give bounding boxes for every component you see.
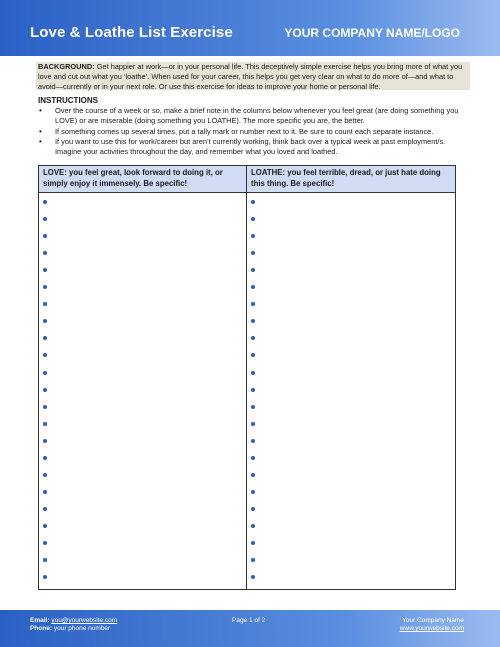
background-label: BACKGROUND: xyxy=(38,62,95,71)
bullet-point-icon xyxy=(251,200,255,204)
instructions-list xyxy=(38,106,468,158)
background-section xyxy=(36,62,470,90)
bullet-point-icon xyxy=(251,217,255,221)
bullet-point-icon xyxy=(251,558,255,562)
bullet-point-icon xyxy=(251,234,255,238)
bullet-point-icon xyxy=(43,541,47,545)
bullet-point-icon xyxy=(43,353,47,357)
bullet-point-icon xyxy=(251,541,255,545)
bullet-point-icon xyxy=(43,234,47,238)
bullet-point-icon xyxy=(251,319,255,323)
bullet-point-icon xyxy=(43,251,47,255)
bullet-icon: • xyxy=(39,137,42,147)
bullet-point-icon xyxy=(251,302,255,306)
instructions-heading: INSTRUCTIONS xyxy=(38,96,98,105)
page-header xyxy=(0,0,500,56)
bullet-point-icon xyxy=(251,524,255,528)
instruction-text: If something comes up several times, put a tally mark or number next to it. Be sure to count each separate instance. xyxy=(55,126,434,136)
bullet-point-icon xyxy=(251,371,255,375)
bullet-point-icon xyxy=(43,490,47,494)
loathe-column-header: LOATHE: you feel terrible, dread, or just hate doing this thing. Be specific! xyxy=(247,166,455,193)
bullet-point-icon xyxy=(251,388,255,392)
bullet-point-icon xyxy=(251,490,255,494)
bullet-point-icon xyxy=(43,507,47,511)
bullet-point-icon xyxy=(43,200,47,204)
bullet-point-icon xyxy=(251,473,255,477)
bullet-point-icon xyxy=(43,456,47,460)
instruction-item xyxy=(38,127,468,137)
bullet-point-icon xyxy=(43,302,47,306)
bullet-point-icon xyxy=(251,405,255,409)
love-loathe-table xyxy=(38,165,456,590)
footer-company xyxy=(400,617,464,633)
bullet-icon: • xyxy=(39,126,42,136)
bullet-point-icon xyxy=(43,268,47,272)
bullet-point-icon xyxy=(251,268,255,272)
bullet-point-icon xyxy=(251,456,255,460)
bullet-point-icon xyxy=(251,439,255,443)
bullet-point-icon xyxy=(43,439,47,443)
company-name: Your Company Name xyxy=(402,617,464,624)
bullet-icon: • xyxy=(39,106,42,115)
background-text: Get happier at work—or in your personal life. This deceptively simple exercise helps you bring more of what you love and cut out what you ‘loathe’. When used for your career, this helps you get very clear on what to do more of—and what to avoid—currently or in your next role. Or use this exercise for ideas to improve your home or personal life. xyxy=(38,62,463,91)
email-label: Email: xyxy=(30,617,50,624)
bullet-point-icon xyxy=(43,319,47,323)
bullet-point-icon xyxy=(251,353,255,357)
page-number: Page 1 of 2 xyxy=(232,617,266,624)
bullet-point-icon xyxy=(251,285,255,289)
love-column-header: LOVE: you feel great, look forward to doing it, or simply enjoy it immensely. Be specific! xyxy=(39,166,246,193)
email-link[interactable]: you@yourwebsite.com xyxy=(51,617,118,624)
bullet-point-icon xyxy=(43,558,47,562)
page-footer xyxy=(0,610,500,647)
bullet-point-icon xyxy=(43,422,47,426)
footer-contact xyxy=(30,617,117,633)
bullet-point-icon xyxy=(43,405,47,409)
love-column[interactable] xyxy=(39,166,247,589)
instruction-item xyxy=(38,106,468,126)
bullet-point-icon xyxy=(43,371,47,375)
bullet-point-icon xyxy=(251,422,255,426)
bullet-point-icon xyxy=(43,388,47,392)
bullet-point-icon xyxy=(251,251,255,255)
bullet-point-icon xyxy=(43,285,47,289)
document-title: Love & Loathe List Exercise xyxy=(30,24,233,41)
bullet-point-icon xyxy=(43,217,47,221)
instruction-text: Over the course of a week or so, make a brief note in the columns below whenever you feel great (are doing something you LOVE) or are miserable (doing something you LOATHE). The more specific you are, the better. xyxy=(55,106,459,125)
bullet-point-icon xyxy=(251,336,255,340)
bullet-point-icon xyxy=(43,336,47,340)
instruction-text: If you want to use this for work/career but aren’t currently working, think back over a typical week at past employment/s. Imagine your activities throughout the day, and remember what you loved and loathed. xyxy=(55,137,446,157)
website-link[interactable]: www.yourwebsite.com xyxy=(399,625,464,632)
phone-number: your phone number xyxy=(53,625,111,632)
bullet-point-icon xyxy=(43,473,47,477)
phone-label: Phone: xyxy=(30,625,53,632)
bullet-point-icon xyxy=(251,507,255,511)
instruction-item xyxy=(38,137,468,157)
bullet-point-icon xyxy=(251,575,255,579)
loathe-column[interactable] xyxy=(247,166,455,589)
bullet-point-icon xyxy=(43,575,47,579)
bullet-point-icon xyxy=(43,524,47,528)
company-logo-text: YOUR COMPANY NAME/LOGO xyxy=(284,26,460,40)
